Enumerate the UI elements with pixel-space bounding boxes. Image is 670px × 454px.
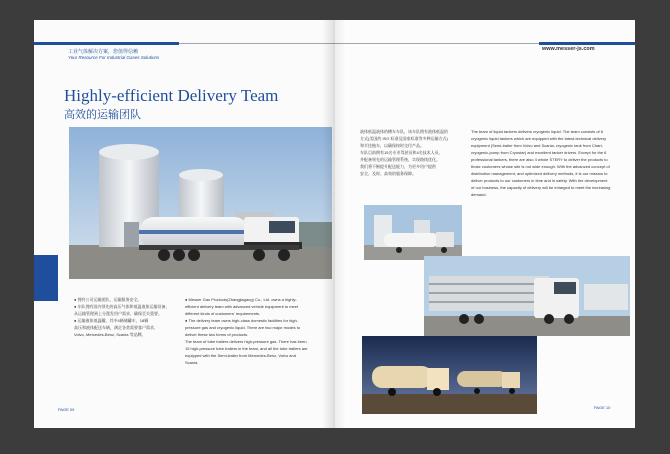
blue-accent-block [34, 255, 58, 301]
tanker-truck-photo [69, 127, 332, 279]
tube-trailer-photo [424, 256, 630, 336]
header-rule-gray [179, 43, 334, 44]
list-item: ● 车队拥有国内领先的高压气体和低温液体运输设备， [74, 304, 170, 309]
tank-farm-photo [364, 205, 462, 260]
header-rule [539, 42, 635, 45]
header-rule-gray [334, 43, 539, 44]
list-item: ● Messer Gas Products(Zhangjiagang) Co., Ltd. owns a highly-efficient delivery team with advanced vehicle equipment to meet different kinds of customers' requirements. [185, 297, 299, 316]
text-line: 我们将不断提升配送能力，为更多用户提供 [360, 164, 436, 169]
en-text-block [471, 128, 611, 198]
page-number: PAGE 10 [594, 405, 611, 410]
list-item: 从运输管理到上分派发用户需求，确保至关重要。 [74, 311, 162, 316]
website-url: www.messer-js.com [542, 46, 595, 52]
page-number: PAGE 09 [58, 407, 75, 412]
header-rule [34, 42, 179, 45]
en-bullet-list [185, 296, 310, 366]
text-line: 和半挂拖车，以确保按时交付产品。 [360, 143, 424, 148]
text-line: 液体低温液体的槽车车队，该车队拥有液体低温的 [360, 129, 448, 134]
fleet-night-photo [362, 336, 537, 414]
list-item: The team of tube trailers delivers high-pressure gas. There has been 15 high-pressure tube trailers in the team, and all the tube trailers are equipped with the Semi-trailer from Mercedes-Benz, Volvo and Scania. [185, 339, 308, 365]
text-line: 方式(美国的 ISO 标准及国家标准等多种运输方式) [360, 136, 448, 141]
tagline-en: Your Resource For Industrial Gases Solutions [68, 55, 160, 60]
page-title-cn: 高效的运输团队 [64, 109, 141, 121]
left-page [34, 20, 334, 428]
tagline-cn: 工业气体解决方案，您值得信赖 [68, 49, 139, 55]
cn-text-block [360, 128, 465, 177]
text-line: 并配备领先的运输管理系统，实现路线优化。 [360, 157, 440, 162]
body-text: The team of liquid tankers delivers cryogenic liquid. The team consists of 6 cryogenic liquid tankers which are equipped with the latest-technical delivery equipment (Semi-trailer from Volvo and Scania, cryogenic tank from Chart, cryogenic-pump from Cryostar) and excellent tanker drivers. Except for the 6 professional tankers, there are also 4 whole STERY to deliver the products to those customers whose site is not wide enough. With the advanced concept of distribution management, and optimized delivery methods, it is our mission to deliver products to our customers in time and in safety. With the development of our business, the capacity of delivery will be enlarged to meet the increasing demand. [471, 129, 611, 197]
text-line: 车队目前拥有15名专业驾驶员和4名技术人员， [360, 150, 443, 155]
list-item: ● 拥有公司运输团队，运输服务安全。 [74, 297, 142, 302]
list-item: ● 运输液体低温罐，其中4辆储罐车，18辆 [74, 318, 149, 323]
list-item: 高压和液体配送车辆，满足各类需要客户需求， [74, 325, 158, 330]
page-title: Highly-efficient Delivery Team [64, 86, 279, 105]
right-page [334, 20, 635, 428]
list-item: Volvo, Mercedes-Benz, Scania 等品牌。 [74, 332, 146, 337]
cn-bullet-list [74, 296, 189, 338]
list-item: ● The delivery team owns high-class domestic facilities for high-pressure gas and cryogenic liquid. There are two major modes to deliver these two forms of products. [185, 318, 301, 337]
text-line: 安全、及时、高效的服务保障。 [360, 171, 416, 176]
book-spine-shadow [322, 20, 346, 428]
